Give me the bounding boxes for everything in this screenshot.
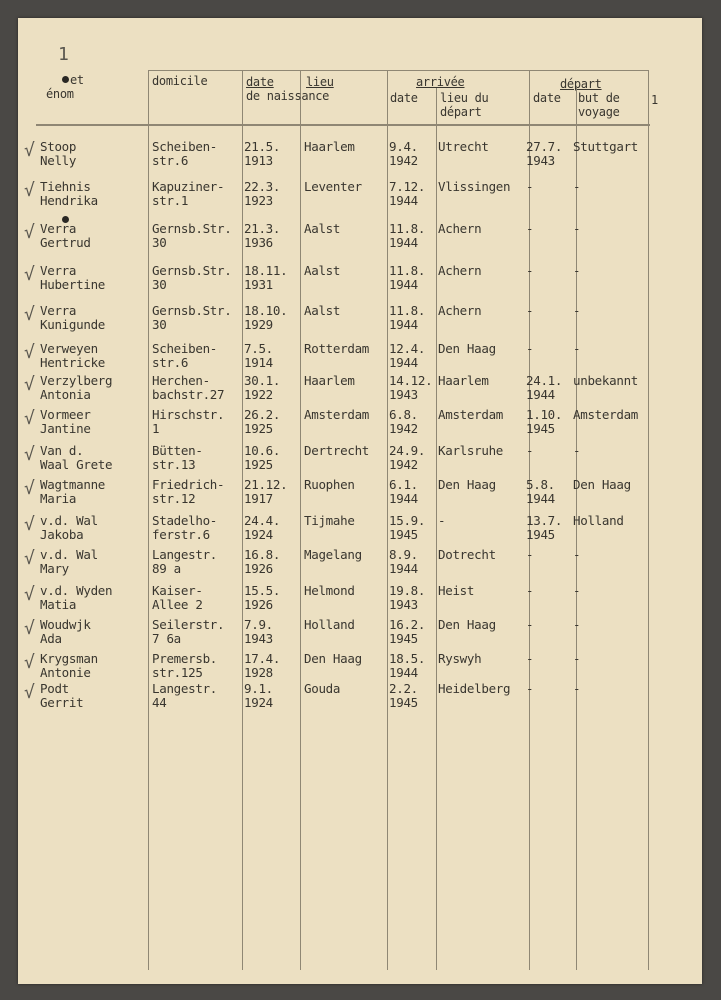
entry-domicile-line2: bachstr.27 [152,387,225,402]
entry-domicile-line2: 7 6a [152,631,181,646]
entry-departure-purpose: - [573,179,581,194]
entry-departure-date-line1: 24.1. [526,373,563,388]
margin-mark: 1 [58,44,69,65]
header-arrivee-lieu-2: départ [440,105,482,119]
entry-domicile-line1: Scheiben- [152,341,218,356]
entry-arrival-date-line2: 1944 [389,665,418,680]
entry-name-line1: v.d. Wal [40,547,98,562]
entry-arrival-date-line2: 1945 [389,695,418,710]
entry-domicile-line1: Langestr. [152,547,218,562]
entry-name-line1: v.d. Wyden [40,583,113,598]
entry-domicile-line1: Bütten- [152,443,203,458]
entry-birth-date-line1: 21.12. [244,477,288,492]
entry-birth-place: Rotterdam [304,341,370,356]
entry-arrival-date-line1: 15.9. [389,513,426,528]
entry-birth-date-line2: 1922 [244,387,273,402]
entry-arrival-date-line1: 14.12. [389,373,433,388]
entry-departure-date-line1: - [526,651,534,666]
entry-departure-date-line1: - [526,303,534,318]
entry-domicile-line2: 44 [152,695,167,710]
entry-domicile-line1: Stadelho- [152,513,218,528]
entry-arrival-place: Den Haag [438,617,496,632]
entry-birth-date-line2: 1923 [244,193,273,208]
entry-name-line2: Hentricke [40,355,106,370]
check-mark-icon: √ [24,584,35,605]
check-mark-icon: √ [24,342,35,363]
entry-departure-date-line1: - [526,263,534,278]
entry-departure-date-line2: 1945 [526,527,555,542]
entry-domicile-line1: Scheiben- [152,139,218,154]
entry-arrival-place: Achern [438,303,482,318]
check-mark-icon: √ [24,304,35,325]
entry-birth-date-line2: 1924 [244,695,273,710]
header-nom-1: et [70,73,84,87]
entry-departure-purpose: - [573,341,581,356]
entry-domicile-line2: 1 [152,421,160,436]
entry-birth-date-line2: 1913 [244,153,273,168]
entry-birth-date-line1: 18.10. [244,303,288,318]
check-mark-icon: √ [24,478,35,499]
entry-departure-date-line1: - [526,617,534,632]
entry-departure-date-line1: 1.10. [526,407,563,422]
entry-arrival-place: Karlsruhe [438,443,504,458]
entry-domicile-line2: ferstr.6 [152,527,210,542]
entry-name-line1: Verzylberg [40,373,113,388]
entry-arrival-date-line1: 8.9. [389,547,418,562]
entry-name-line1: Verra [40,221,77,236]
entry-name-line2: Jakoba [40,527,84,542]
entry-arrival-date-line1: 6.8. [389,407,418,422]
entry-arrival-place: Heist [438,583,475,598]
column-rule [242,70,243,970]
check-mark-icon: √ [24,408,35,429]
entry-arrival-place: Dotrecht [438,547,496,562]
entry-birth-date-line1: 26.2. [244,407,281,422]
check-mark-icon: √ [24,618,35,639]
entry-name-line2: Hendrika [40,193,98,208]
header-date-naissance: date [246,75,274,89]
entry-name-line1: Verweyen [40,341,98,356]
entry-arrival-date-line1: 11.8. [389,303,426,318]
entry-birth-date-line1: 21.5. [244,139,281,154]
entry-arrival-date-line2: 1944 [389,277,418,292]
entry-arrival-place: Achern [438,221,482,236]
entry-birth-date-line2: 1928 [244,665,273,680]
check-mark-icon: √ [24,682,35,703]
entry-departure-date-line1: - [526,547,534,562]
entry-domicile-line1: Herchen- [152,373,210,388]
entry-name-line2: Gerrit [40,695,84,710]
entry-departure-date-line1: 13.7. [526,513,563,528]
entry-name-line2: Hubertine [40,277,106,292]
check-mark-icon: √ [24,652,35,673]
entry-birth-place: Tijmahe [304,513,355,528]
entry-arrival-place: Den Haag [438,341,496,356]
entry-departure-date-line1: 27.7. [526,139,563,154]
entry-arrival-date-line1: 6.1. [389,477,418,492]
entry-birth-date-line2: 1917 [244,491,273,506]
entry-birth-date-line1: 16.8. [244,547,281,562]
entry-arrival-date-line2: 1944 [389,491,418,506]
header-arrivee-date: date [390,91,418,105]
entry-name-line2: Waal Grete [40,457,113,472]
entry-departure-purpose: - [573,583,581,598]
entry-departure-purpose: unbekannt [573,373,639,388]
entry-birth-place: Dertrecht [304,443,370,458]
entry-birth-date-line1: 22.3. [244,179,281,194]
entry-name-line2: Jantine [40,421,91,436]
entry-birth-date-line1: 10.6. [244,443,281,458]
entry-domicile-line1: Gernsb.Str. [152,221,232,236]
entry-birth-place: Haarlem [304,373,355,388]
entry-name-line2: Antonia [40,387,91,402]
entry-departure-date-line1: - [526,341,534,356]
entry-arrival-date-line2: 1944 [389,317,418,332]
check-mark-icon: √ [24,548,35,569]
entry-birth-date-line2: 1926 [244,561,273,576]
entry-arrival-date-line1: 24.9. [389,443,426,458]
entry-arrival-date-line2: 1944 [389,235,418,250]
entry-arrival-place: Ryswyh [438,651,482,666]
entry-arrival-date-line2: 1944 [389,193,418,208]
entry-birth-date-line1: 21.3. [244,221,281,236]
entry-arrival-date-line1: 11.8. [389,221,426,236]
entry-name-line2: Nelly [40,153,77,168]
entry-departure-purpose: - [573,443,581,458]
ink-dot [62,76,69,83]
entry-domicile-line1: Hirschstr. [152,407,225,422]
entry-departure-purpose: Stuttgart [573,139,639,154]
entry-arrival-date-line2: 1944 [389,561,418,576]
entry-domicile-line1: Premersb. [152,651,218,666]
header-depart: départ [560,77,602,91]
entry-domicile-line2: 30 [152,277,167,292]
header-rule-top [148,70,648,71]
entry-birth-place: Magelang [304,547,362,562]
entry-arrival-place: - [438,513,446,528]
header-depart-but-2: voyage [578,105,620,119]
entry-name-line2: Maria [40,491,77,506]
entry-arrival-date-line2: 1945 [389,631,418,646]
entry-domicile-line2: 30 [152,235,167,250]
entry-domicile-line1: Friedrich- [152,477,225,492]
check-mark-icon: √ [24,222,35,243]
register-sheet [18,18,702,984]
check-mark-icon: √ [24,140,35,161]
entry-name-line2: Matia [40,597,77,612]
entry-name-line1: Krygsman [40,651,98,666]
entry-name-line1: Wagtmanne [40,477,106,492]
entry-arrival-date-line2: 1942 [389,457,418,472]
entry-arrival-date-line1: 19.8. [389,583,426,598]
entry-birth-date-line1: 7.5. [244,341,273,356]
header-lieu-naissance: lieu [306,75,334,89]
entry-domicile-line1: Seilerstr. [152,617,225,632]
entry-name-line2: Gertrud [40,235,91,250]
entry-birth-place: Ruophen [304,477,355,492]
entry-birth-date-line1: 30.1. [244,373,281,388]
entry-birth-date-line1: 17.4. [244,651,281,666]
header-margin-number: 1 [651,93,658,107]
entry-arrival-place: Den Haag [438,477,496,492]
column-rule [387,70,388,970]
entry-departure-date-line1: - [526,221,534,236]
entry-arrival-place: Achern [438,263,482,278]
entry-arrival-date-line2: 1942 [389,421,418,436]
entry-departure-purpose: Holland [573,513,624,528]
entry-domicile-line1: Langestr. [152,681,218,696]
entry-name-line1: Tiehnis [40,179,91,194]
entry-arrival-place: Amsterdam [438,407,504,422]
entry-birth-date-line2: 1914 [244,355,273,370]
header-depart-date: date [533,91,561,105]
entry-birth-date-line2: 1925 [244,457,273,472]
entry-name-line2: Mary [40,561,69,576]
check-mark-icon: √ [24,514,35,535]
entry-departure-purpose: Amsterdam [573,407,639,422]
entry-arrival-date-line2: 1943 [389,597,418,612]
check-mark-icon: √ [24,264,35,285]
entry-domicile-line1: Gernsb.Str. [152,303,232,318]
entry-birth-date-line2: 1926 [244,597,273,612]
entry-arrival-place: Haarlem [438,373,489,388]
entry-birth-place: Gouda [304,681,341,696]
entry-domicile-line2: str.6 [152,355,189,370]
entry-birth-date-line2: 1924 [244,527,273,542]
header-depart-but-1: but de [578,91,620,105]
entry-departure-date-line2: 1944 [526,387,555,402]
entry-domicile-line2: str.125 [152,665,203,680]
entry-name-line2: Kunigunde [40,317,106,332]
entry-arrival-date-line2: 1942 [389,153,418,168]
entry-departure-purpose: - [573,651,581,666]
column-rule [436,88,437,970]
entry-domicile-line1: Kapuziner- [152,179,225,194]
entry-domicile-line1: Gernsb.Str. [152,263,232,278]
entry-birth-date-line2: 1925 [244,421,273,436]
entry-name-line1: Stoop [40,139,77,154]
entry-arrival-date-line2: 1944 [389,355,418,370]
entry-name-line1: Podt [40,681,69,696]
entry-arrival-date-line1: 2.2. [389,681,418,696]
column-rule [300,70,301,970]
entry-birth-place: Den Haag [304,651,362,666]
entry-arrival-place: Heidelberg [438,681,511,696]
entry-domicile-line2: str.12 [152,491,196,506]
entry-birth-date-line2: 1931 [244,277,273,292]
entry-birth-place: Aalst [304,263,341,278]
entry-name-line1: v.d. Wal [40,513,98,528]
entry-arrival-date-line2: 1945 [389,527,418,542]
entry-birth-place: Holland [304,617,355,632]
entry-arrival-place: Vlissingen [438,179,511,194]
entry-name-line1: Verra [40,263,77,278]
entry-arrival-date-line1: 12.4. [389,341,426,356]
entry-domicile-line1: Kaiser- [152,583,203,598]
entry-arrival-date-line1: 18.5. [389,651,426,666]
entry-birth-date-line2: 1936 [244,235,273,250]
column-rule [648,70,649,970]
entry-birth-date-line2: 1943 [244,631,273,646]
check-mark-icon: √ [24,374,35,395]
entry-birth-place: Haarlem [304,139,355,154]
entry-name-line1: Vormeer [40,407,91,422]
entry-departure-date-line2: 1945 [526,421,555,436]
header-arrivee-lieu-1: lieu du [440,91,489,105]
entry-departure-purpose: - [573,547,581,562]
entry-departure-date-line2: 1943 [526,153,555,168]
entry-domicile-line2: str.1 [152,193,189,208]
entry-domicile-line2: str.13 [152,457,196,472]
entry-departure-purpose: - [573,263,581,278]
entry-birth-date-line1: 9.1. [244,681,273,696]
entry-departure-date-line2: 1944 [526,491,555,506]
entry-name-line1: Van d. [40,443,84,458]
entry-birth-date-line1: 15.5. [244,583,281,598]
entry-birth-place: Helmond [304,583,355,598]
entry-arrival-date-line1: 9.4. [389,139,418,154]
entry-birth-date-line1: 7.9. [244,617,273,632]
entry-birth-date-line1: 18.11. [244,263,288,278]
entry-birth-place: Amsterdam [304,407,370,422]
entry-name-line2: Antonie [40,665,91,680]
entry-birth-place: Aalst [304,303,341,318]
entry-arrival-date-line2: 1943 [389,387,418,402]
entry-departure-purpose: - [573,303,581,318]
entry-name-line1: Verra [40,303,77,318]
entry-departure-date-line1: - [526,681,534,696]
entry-departure-date-line1: 5.8. [526,477,555,492]
header-arrivee: arrivée [416,75,465,89]
entry-departure-purpose: - [573,617,581,632]
entry-birth-date-line1: 24.4. [244,513,281,528]
header-domicile: domicile [152,74,208,88]
entry-arrival-date-line1: 11.8. [389,263,426,278]
entry-domicile-line2: 30 [152,317,167,332]
check-mark-icon: √ [24,444,35,465]
entry-arrival-date-line1: 16.2. [389,617,426,632]
entry-departure-purpose: - [573,681,581,696]
entry-departure-date-line1: - [526,583,534,598]
entry-domicile-line2: Allee 2 [152,597,203,612]
entry-arrival-date-line1: 7.12. [389,179,426,194]
entry-departure-date-line1: - [526,443,534,458]
entry-birth-date-line2: 1929 [244,317,273,332]
entry-domicile-line2: str.6 [152,153,189,168]
entry-departure-purpose: - [573,221,581,236]
header-rule-bottom [36,124,650,126]
check-mark-icon: √ [24,180,35,201]
entry-departure-date-line1: - [526,179,534,194]
header-nom-2: énom [46,87,74,101]
entry-name-line2: Ada [40,631,62,646]
entry-name-line1: Woudwjk [40,617,91,632]
entry-arrival-place: Utrecht [438,139,489,154]
entry-domicile-line2: 89 a [152,561,181,576]
entry-birth-place: Aalst [304,221,341,236]
header-de-naissance: de naissance [246,89,330,103]
column-rule [148,70,149,970]
entry-departure-purpose: Den Haag [573,477,631,492]
entry-birth-place: Leventer [304,179,362,194]
